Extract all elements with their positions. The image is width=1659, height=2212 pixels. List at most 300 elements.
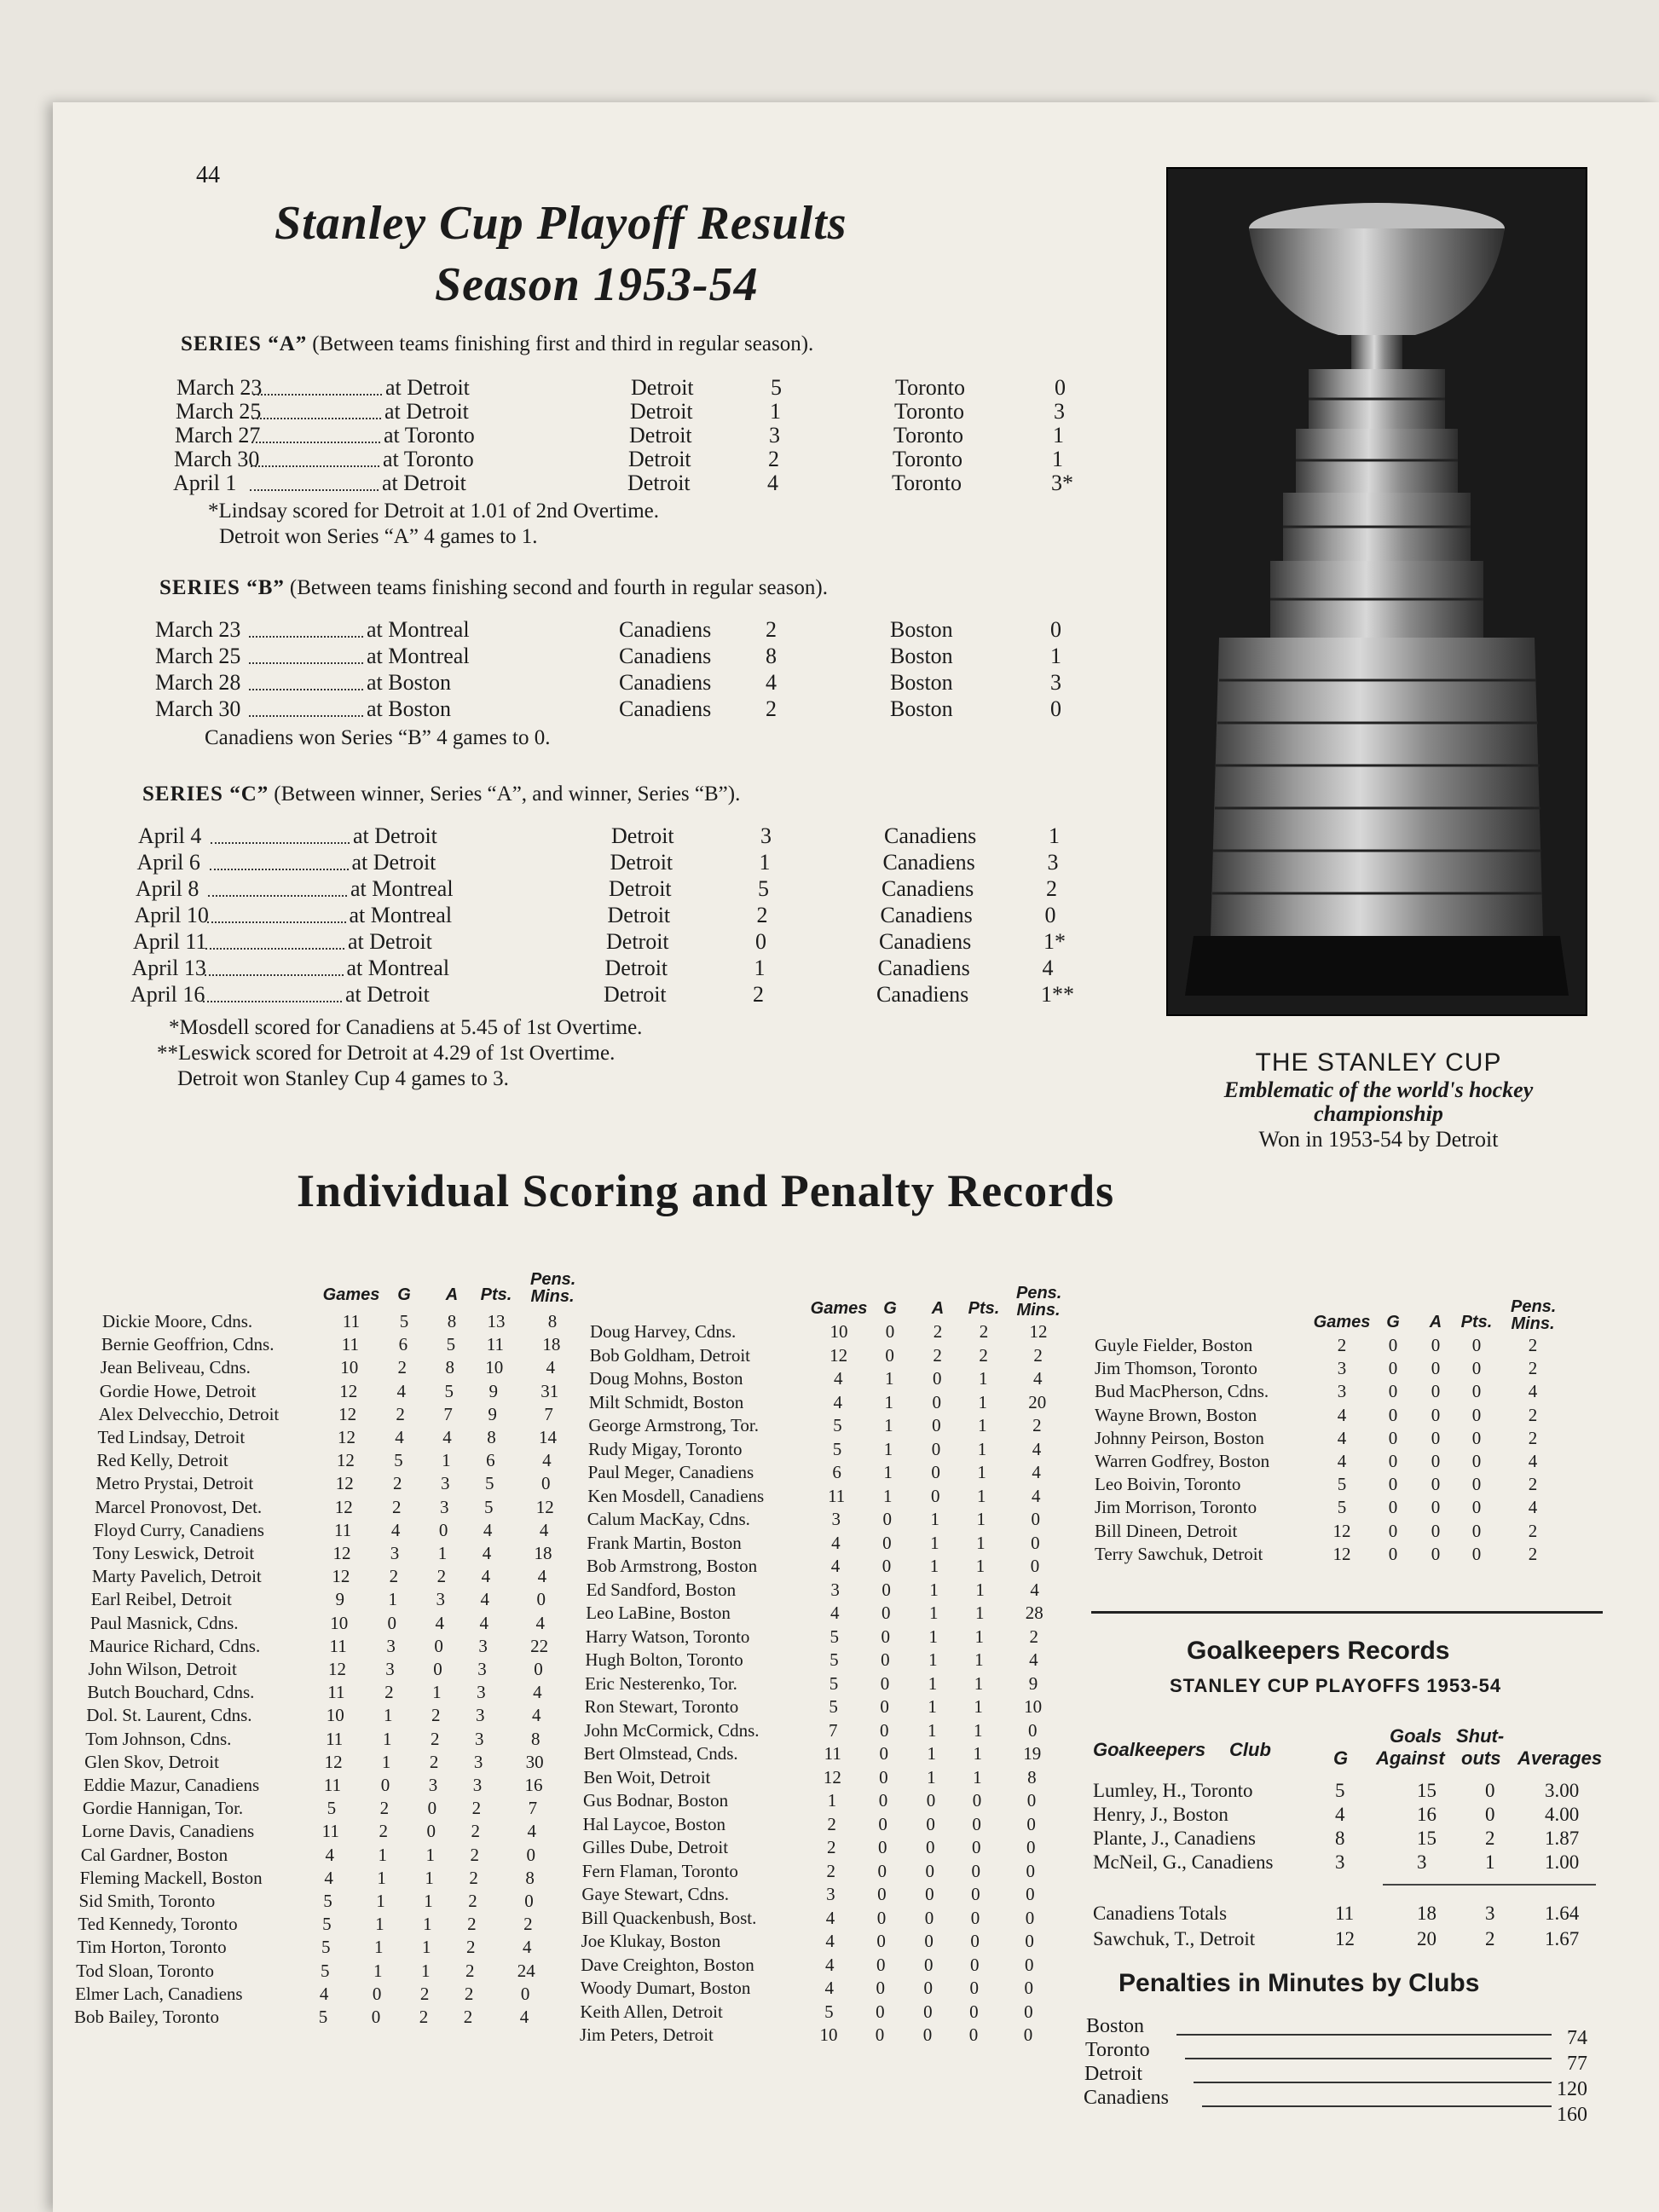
goals: 3 <box>385 1659 395 1679</box>
club-name: Canadiens <box>1084 2087 1169 2109</box>
average: 1.67 <box>1545 1928 1580 1949</box>
assists: 3 <box>436 1589 446 1610</box>
average: 4.00 <box>1545 1804 1580 1825</box>
player-name: Hugh Bolton, Toronto <box>585 1649 743 1670</box>
header-pts: Pts. <box>1460 1313 1493 1331</box>
leader-dots <box>249 647 363 664</box>
player-name: Guyle Fielder, Boston <box>1095 1335 1253 1355</box>
assists: 0 <box>923 1978 934 1998</box>
player-row <box>53 1381 1659 1403</box>
goals: 1 <box>382 1728 392 1749</box>
assists: 0 <box>1431 1543 1441 1564</box>
penalty-minutes: 0 <box>541 1473 551 1494</box>
score-1: 2 <box>756 903 768 927</box>
penalty-minutes: 0 <box>1026 1860 1036 1881</box>
assists: 4 <box>435 1612 444 1633</box>
goals: 0 <box>877 1860 887 1881</box>
page-subtitle: Season 1953-54 <box>435 258 759 311</box>
game-row <box>53 850 1119 875</box>
series-a-summary: Detroit won Series “A” 4 games to 1. <box>219 525 538 548</box>
penalty-minutes: 0 <box>520 1983 530 2004</box>
goals: 1 <box>373 1960 383 1981</box>
assists: 0 <box>427 1798 437 1819</box>
player-name: Glen Skov, Detroit <box>84 1751 219 1772</box>
assists: 2 <box>933 1321 943 1342</box>
score-1: 5 <box>758 876 769 901</box>
goals: 0 <box>1388 1358 1398 1379</box>
games-played: 12 <box>338 1403 357 1424</box>
series-a-overtime-note: *Lindsay scored for Detroit at 1.01 of 2nd Overtime. <box>208 500 660 523</box>
games-played: 11 <box>342 1311 361 1331</box>
penalty-minutes: 2 <box>1528 1474 1538 1495</box>
game-row <box>53 471 1119 496</box>
team-1: Detroit <box>606 929 669 954</box>
series-b-heading: SERIES “B” (Between teams finishing second and fourth in regular season). <box>159 576 828 599</box>
player-name: Terry Sawchuk, Detroit <box>1095 1543 1263 1564</box>
penalty-minutes: 0 <box>524 1891 534 1911</box>
assists: 8 <box>447 1311 457 1331</box>
goals-against: 15 <box>1417 1828 1436 1849</box>
games-played: 5 <box>824 2001 834 2022</box>
games-played: 11 <box>333 1519 352 1540</box>
points: 1 <box>973 1766 982 1788</box>
game-venue: at Detroit <box>351 850 436 875</box>
assists: 0 <box>925 1837 935 1857</box>
assists: 2 <box>431 1705 441 1726</box>
points: 1 <box>976 1485 986 1506</box>
shutouts: 0 <box>1485 1804 1495 1825</box>
penalty-minutes: 2 <box>1528 1543 1538 1564</box>
penalty-minutes: 2 <box>1528 1520 1538 1541</box>
games-played: 5 <box>833 1415 842 1435</box>
games-played: 5 <box>830 1626 840 1647</box>
player-name: Harry Watson, Toronto <box>585 1626 750 1647</box>
assists: 1 <box>927 1743 937 1764</box>
player-name: Joe Klukay, Boston <box>581 1931 721 1951</box>
penalty-minutes: 4 <box>519 2007 529 2027</box>
game-row <box>53 876 1119 902</box>
player-name: Bob Goldham, Detroit <box>589 1344 750 1366</box>
assists: 1 <box>425 1844 435 1865</box>
player-name: Woody Dumart, Boston <box>580 1978 751 1998</box>
header-shut: Shut- <box>1456 1725 1505 1747</box>
series-c-overtime-note-1: *Mosdell scored for Canadiens at 5.45 of 1st Overtime. <box>169 1016 643 1039</box>
goalkeeper-name: McNeil, G., Canadiens <box>1093 1851 1274 1873</box>
penalty-minutes: 28 <box>1025 1603 1043 1623</box>
penalty-minutes: 8 <box>547 1311 558 1331</box>
player-name: Doug Harvey, Cdns. <box>590 1321 737 1342</box>
points: 0 <box>1471 1404 1482 1425</box>
leader-dots <box>211 827 350 844</box>
score-1: 2 <box>753 982 764 1007</box>
games-played: 12 <box>1332 1543 1351 1564</box>
goals: 3 <box>390 1543 400 1563</box>
player-row <box>53 1405 1659 1427</box>
penalty-minutes: 0 <box>536 1589 546 1610</box>
goals: 2 <box>393 1473 402 1494</box>
score-2: 4 <box>1042 956 1054 980</box>
penalty-minutes: 4 <box>546 1357 556 1378</box>
player-name: Alex Delvecchio, Detroit <box>98 1403 280 1424</box>
header-games: Games <box>1313 1313 1371 1331</box>
penalty-minutes: 2 <box>1528 1404 1538 1425</box>
penalty-minutes: 0 <box>1025 1931 1034 1951</box>
player-name: Gilles Dube, Detroit <box>582 1837 729 1857</box>
header-g: G <box>1386 1313 1400 1331</box>
penalty-minutes: 8 <box>525 1867 535 1888</box>
header-outs: outs <box>1461 1747 1501 1769</box>
header-g: G <box>883 1299 897 1318</box>
penalty-minutes: 0 <box>1024 2001 1033 2022</box>
games-played: 5 <box>832 1438 842 1459</box>
penalty-minutes: 0 <box>1023 2024 1033 2045</box>
player-row <box>53 2001 1659 2024</box>
penalty-minutes: 0 <box>526 1844 535 1865</box>
leader-dots <box>207 906 346 923</box>
games-played: 12 <box>830 1344 848 1366</box>
games-played: 3 <box>1337 1358 1347 1379</box>
player-name: Fern Flaman, Toronto <box>581 1860 738 1881</box>
goals: 2 <box>384 1682 394 1703</box>
penalty-minutes: 4 <box>527 1821 537 1842</box>
games-played: 3 <box>826 1884 835 1904</box>
games-played: 3 <box>830 1579 840 1600</box>
player-name: Ed Sandford, Boston <box>586 1579 737 1600</box>
assists: 0 <box>1431 1520 1441 1541</box>
cup-caption-line-2: championship <box>1314 1101 1443 1126</box>
games-played: 5 <box>1337 1474 1347 1495</box>
games-played: 2 <box>827 1813 836 1834</box>
game-date: April 1 <box>173 471 237 495</box>
penalty-minutes: 74 <box>1567 2027 1587 2049</box>
team-1: Detroit <box>627 471 691 495</box>
penalty-minutes: 0 <box>1027 1719 1038 1741</box>
goals: 0 <box>387 1612 396 1633</box>
player-name: Marty Pavelich, Detroit <box>91 1566 262 1587</box>
player-name: John McCormick, Cdns. <box>584 1719 760 1741</box>
points: 1 <box>978 1415 987 1435</box>
game-row <box>53 375 1119 401</box>
points: 2 <box>465 1960 475 1981</box>
team-2: Canadiens <box>876 982 969 1007</box>
player-name: Sid Smith, Toronto <box>78 1891 216 1911</box>
assists: 1 <box>442 1450 451 1471</box>
series-c-heading: SERIES “C” (Between winner, Series “A”, and winner, Series “B”). <box>142 783 741 806</box>
player-name: Ken Mosdell, Canadiens <box>587 1485 765 1506</box>
game-row <box>53 929 1119 955</box>
points: 2 <box>464 1983 474 2004</box>
player-name: Tom Johnson, Cdns. <box>85 1728 232 1749</box>
header-pts: Pts. <box>968 1299 1000 1318</box>
game-row <box>53 399 1119 424</box>
points: 1 <box>976 1509 986 1529</box>
assists: 2 <box>933 1344 942 1366</box>
games-played: 5 <box>318 2007 328 2027</box>
games-played: 10 <box>830 1321 848 1342</box>
header-averages: Averages <box>1517 1747 1603 1769</box>
player-name: Gordie Howe, Detroit <box>99 1380 257 1401</box>
leader-dots <box>203 985 342 1002</box>
score-1: 2 <box>766 696 777 721</box>
leader-line <box>1176 2034 1552 2036</box>
games-played: 11 <box>323 1775 342 1795</box>
goals: 1 <box>384 1705 393 1726</box>
assists: 4 <box>442 1427 452 1447</box>
game-venue: at Detroit <box>385 375 470 400</box>
team-2: Canadiens <box>879 929 972 954</box>
penalty-minutes: 10 <box>1024 1696 1043 1717</box>
games-played: 4 <box>1337 1427 1347 1448</box>
points: 3 <box>476 1705 485 1726</box>
score-2: 1 <box>1049 823 1060 848</box>
goals: 4 <box>395 1427 404 1447</box>
goalkeeper-games: 5 <box>1335 1780 1345 1801</box>
goals: 0 <box>881 1603 891 1623</box>
penalty-minutes: 4 <box>532 1705 541 1726</box>
series-a-heading: SERIES “A” (Between teams finishing first and third in regular season). <box>181 332 814 355</box>
shutouts: 2 <box>1485 1928 1495 1949</box>
game-row <box>53 696 1119 722</box>
goals: 5 <box>394 1450 403 1471</box>
player-name: Gordie Hannigan, Tor. <box>82 1798 244 1819</box>
goals: 2 <box>396 1403 405 1424</box>
header-games: Games <box>322 1285 380 1304</box>
score-1: 3 <box>769 423 780 448</box>
score-2: 2 <box>1046 876 1057 901</box>
points: 2 <box>471 1821 481 1842</box>
games-played: 5 <box>830 1649 839 1670</box>
team-2: Canadiens <box>882 876 974 901</box>
player-name: George Armstrong, Tor. <box>588 1415 759 1435</box>
goals: 1 <box>883 1438 893 1459</box>
header-pens: Pens. <box>530 1270 576 1289</box>
header-a: A <box>931 1299 945 1318</box>
assists: 1 <box>432 1682 442 1703</box>
games-played: 12 <box>1332 1520 1351 1541</box>
penalty-minutes: 4 <box>1032 1462 1041 1482</box>
goals: 0 <box>880 1696 889 1717</box>
score-2: 1 <box>1050 644 1061 668</box>
goals: 1 <box>378 1844 387 1865</box>
player-name: Floyd Curry, Canadiens <box>94 1519 264 1540</box>
points: 0 <box>972 1813 981 1834</box>
header-mins: Mins. <box>1016 1301 1061 1320</box>
player-row <box>53 1335 1659 1357</box>
games-played: 1 <box>827 1790 837 1811</box>
points: 1 <box>977 1462 986 1482</box>
assists: 1 <box>930 1532 939 1553</box>
penalty-minutes: 160 <box>1557 2104 1587 2126</box>
penalty-minutes: 4 <box>1528 1451 1538 1471</box>
points: 4 <box>479 1612 488 1633</box>
team-1: Detroit <box>607 903 671 927</box>
goals: 0 <box>1388 1381 1398 1402</box>
player-name: Hal Laycoe, Boston <box>582 1813 725 1834</box>
penalty-minutes: 9 <box>1028 1672 1038 1694</box>
points: 1 <box>974 1626 985 1647</box>
player-name: Warren Godfrey, Boston <box>1095 1451 1270 1471</box>
team-2: Boston <box>890 696 953 721</box>
team-1: Canadiens <box>619 670 712 695</box>
game-date: April 4 <box>138 823 202 848</box>
player-name: Rudy Migay, Toronto <box>588 1438 743 1459</box>
game-date: April 10 <box>134 903 209 927</box>
points: 0 <box>1471 1474 1482 1495</box>
header-games: Games <box>810 1299 868 1318</box>
goals: 0 <box>1388 1404 1398 1425</box>
game-venue: at Montreal <box>346 956 450 980</box>
points: 3 <box>478 1635 488 1656</box>
score-2: 3 <box>1050 670 1061 695</box>
penalty-minutes: 16 <box>524 1775 543 1795</box>
games-played: 4 <box>324 1867 333 1888</box>
game-venue: at Montreal <box>350 876 454 901</box>
leader-dots <box>208 880 347 897</box>
team-1: Detroit <box>628 447 691 471</box>
player-name: Tod Sloan, Toronto <box>76 1960 214 1981</box>
points: 1 <box>973 1743 983 1764</box>
goals: 0 <box>1388 1451 1398 1471</box>
header-a: A <box>445 1285 459 1304</box>
game-date: April 11 <box>133 929 207 954</box>
team-1: Detroit <box>611 823 674 848</box>
points: 1 <box>978 1391 988 1412</box>
player-name: Elmer Lach, Canadiens <box>75 1983 243 2004</box>
games-played: 4 <box>825 1931 835 1951</box>
leader-dots <box>249 673 363 690</box>
points: 2 <box>468 1891 477 1911</box>
player-name: Lorne Davis, Canadiens <box>81 1821 255 1842</box>
assists: 1 <box>437 1543 448 1563</box>
assists: 0 <box>923 1954 934 1975</box>
game-date: April 16 <box>130 982 205 1007</box>
penalty-minutes: 2 <box>1033 1344 1043 1366</box>
goalkeepers-title: Goalkeepers Records <box>1187 1637 1450 1665</box>
player-name: Paul Meger, Canadiens <box>587 1462 754 1482</box>
goals: 3 <box>386 1635 396 1656</box>
player-name: Tony Leswick, Detroit <box>93 1543 255 1563</box>
player-name: Bob Armstrong, Boston <box>587 1556 758 1576</box>
goals: 0 <box>878 1813 887 1834</box>
goalkeeper-games: 4 <box>1335 1804 1345 1825</box>
game-date: March 30 <box>174 447 260 471</box>
assists: 1 <box>422 1937 431 1958</box>
points: 0 <box>970 1931 980 1951</box>
goalkeeper-name: Lumley, H., Toronto <box>1093 1780 1253 1801</box>
team-2: Canadiens <box>877 956 970 980</box>
assists: 2 <box>419 2007 429 2027</box>
points: 8 <box>487 1427 496 1447</box>
assists: 1 <box>929 1579 939 1600</box>
goals: 1 <box>884 1415 893 1435</box>
goals-against: 16 <box>1417 1804 1436 1825</box>
penalty-minutes: 20 <box>1028 1391 1047 1412</box>
goals: 2 <box>379 1798 390 1819</box>
assists: 3 <box>428 1775 438 1795</box>
player-name: Bill Dineen, Detroit <box>1095 1520 1238 1541</box>
game-row <box>53 956 1119 981</box>
player-name: Bert Olmstead, Cnds. <box>583 1743 738 1764</box>
points: 4 <box>483 1519 493 1540</box>
goals: 0 <box>880 1672 890 1694</box>
player-row <box>53 1544 1659 1566</box>
header-a: A <box>1429 1313 1442 1331</box>
penalty-minutes: 2 <box>523 1914 533 1935</box>
player-name: Maurice Richard, Cdns. <box>89 1635 261 1656</box>
average: 1.87 <box>1545 1828 1580 1849</box>
points: 0 <box>1471 1427 1482 1448</box>
assists: 0 <box>433 1659 442 1679</box>
penalty-minutes: 18 <box>542 1334 561 1355</box>
games-played: 5 <box>829 1672 839 1694</box>
assists: 0 <box>1431 1381 1441 1402</box>
penalty-minutes: 4 <box>523 1937 532 1958</box>
games-played: 4 <box>319 1983 329 2004</box>
games-played: 4 <box>831 1532 841 1553</box>
penalty-minutes: 19 <box>1023 1743 1042 1764</box>
score-1: 4 <box>766 670 777 695</box>
header-g: G <box>1333 1747 1349 1769</box>
penalty-minutes: 4 <box>1032 1368 1043 1389</box>
player-name: Marcel Pronovost, Det. <box>95 1496 263 1517</box>
player-name: Ted Lindsay, Detroit <box>97 1427 246 1447</box>
points: 3 <box>474 1728 484 1749</box>
game-venue: at Montreal <box>349 903 453 927</box>
team-1: Detroit <box>604 956 668 980</box>
goals: 2 <box>379 1821 389 1842</box>
games-played: 4 <box>830 1556 841 1576</box>
goals: 0 <box>881 1649 890 1670</box>
header-mins: Mins. <box>1511 1314 1555 1333</box>
game-venue: at Toronto <box>383 447 474 471</box>
assists: 0 <box>932 1415 941 1435</box>
goals: 0 <box>372 1983 382 2004</box>
games-played: 4 <box>824 1954 835 1975</box>
goalkeeper-name: Sawchuk, T., Detroit <box>1093 1928 1256 1949</box>
assists: 0 <box>1431 1335 1441 1355</box>
score-2: 0 <box>1044 903 1056 927</box>
penalty-minutes: 0 <box>1026 1790 1037 1811</box>
assists: 0 <box>1431 1497 1441 1518</box>
games-played: 11 <box>828 1485 846 1506</box>
player-row <box>53 2024 1659 2047</box>
assists: 3 <box>439 1496 449 1517</box>
games-played: 4 <box>824 1978 835 1998</box>
assists: 0 <box>931 1438 941 1459</box>
score-2: 1 <box>1052 447 1063 471</box>
leader-dots <box>205 959 344 976</box>
goals: 0 <box>876 1954 886 1975</box>
player-name: Paul Masnick, Cdns. <box>90 1612 239 1633</box>
series-b-summary: Canadiens won Series “B” 4 games to 0. <box>205 726 551 749</box>
game-row <box>53 670 1119 696</box>
points: 1 <box>974 1696 983 1717</box>
penalty-minutes: 4 <box>542 1450 552 1471</box>
points: 4 <box>482 1543 492 1563</box>
penalty-minutes: 7 <box>528 1798 538 1819</box>
points: 0 <box>971 1860 981 1881</box>
points: 1 <box>976 1532 986 1553</box>
goalkeepers-subtitle: STANLEY CUP PLAYOFFS 1953-54 <box>1170 1675 1502 1696</box>
club-name: Toronto <box>1085 2039 1150 2061</box>
points: 2 <box>469 1867 478 1888</box>
penalty-minutes: 7 <box>544 1403 553 1424</box>
game-row <box>53 644 1119 669</box>
penalty-minutes: 12 <box>535 1496 554 1517</box>
points: 1 <box>974 1672 984 1694</box>
player-name: Dol. St. Laurent, Cdns. <box>86 1705 252 1726</box>
assists: 1 <box>929 1556 939 1576</box>
